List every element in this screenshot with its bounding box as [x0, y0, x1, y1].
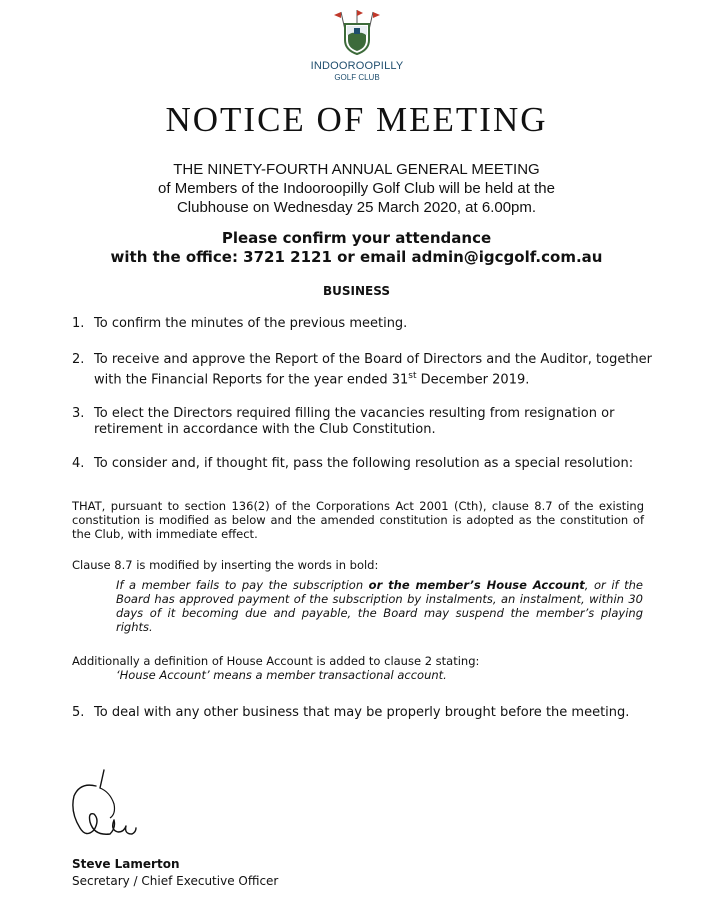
- signature: [70, 768, 150, 847]
- agenda-item: [72, 316, 652, 332]
- resolution-text: THAT, pursuant to section 136(2) of the Corporations Act 2001 (Cth), clause 8.7 of the existing constitution is modified as below and the amended constitution is adopted as the constitution of the Club, with immediate effect.: [72, 499, 644, 541]
- definition-intro: Additionally a definition of House Account is added to clause 2 stating:: [72, 654, 480, 668]
- intro-line: Clubhouse on Wednesday 25 March 2020, at 6.00pm.: [176, 199, 537, 216]
- clause-text-part: If a member fails to pay the subscription: [116, 578, 369, 592]
- club-logo: [300, 8, 414, 82]
- club-crest-icon: [332, 8, 382, 56]
- agenda-item: [72, 406, 652, 438]
- agenda-item: [72, 352, 652, 388]
- item-number: 3.: [72, 406, 85, 421]
- item-number: 5.: [72, 705, 85, 720]
- item-text: To elect the Directors required filling the vacancies resulting from resignation or retirement in accordance with the Club Constitution.: [94, 406, 615, 437]
- item-text-part: To receive and approve the Report of the Board of Directors and the Auditor, together with the Financial Reports for the year ended 31: [94, 352, 652, 388]
- page-title: NOTICE OF MEETING: [165, 100, 548, 139]
- logo-subtitle: GOLF CLUB: [334, 73, 380, 82]
- agenda-item: [72, 456, 652, 472]
- clause-intro: Clause 8.7 is modified by inserting the words in bold:: [72, 558, 379, 572]
- signatory-name: Steve Lamerton: [72, 857, 180, 871]
- item-number: 1.: [72, 316, 85, 331]
- item-number: 4.: [72, 456, 85, 471]
- item-text: To confirm the minutes of the previous meeting.: [94, 316, 408, 331]
- clause-text-part: , or if the Board has approved payment of the subscription by instalments, an instalment, within 30 days of it becoming due and payable, the Board may suspend the member’s playing rights.: [116, 578, 643, 634]
- signatory-title: Secretary / Chief Executive Officer: [72, 874, 279, 888]
- business-heading: BUSINESS: [323, 284, 390, 298]
- clause-text: [116, 578, 643, 634]
- meeting-intro: [60, 160, 653, 217]
- logo-name: INDOOROOPILLY: [310, 60, 404, 72]
- attendance-confirmation: [60, 229, 653, 267]
- item-superscript: st: [408, 371, 417, 381]
- item-text-part: December 2019.: [416, 372, 530, 388]
- signature-image: [70, 768, 150, 843]
- item-text: To deal with any other business that may be properly brought before the meeting.: [94, 705, 630, 720]
- clause-bold-text: or the member’s House Account: [368, 578, 585, 592]
- intro-line: of Members of the Indooroopilly Golf Club will be held at the: [158, 180, 555, 197]
- definition-text: ‘House Account’ means a member transactional account.: [116, 668, 447, 682]
- confirm-line: Please confirm your attendance: [221, 229, 492, 247]
- item-number: 2.: [72, 352, 85, 367]
- agenda-item: [72, 705, 652, 721]
- item-text: [94, 352, 652, 388]
- item-text: To consider and, if thought fit, pass the following resolution as a special resolution:: [94, 456, 634, 471]
- intro-line: THE NINETY-FOURTH ANNUAL GENERAL MEETING: [173, 161, 540, 178]
- confirm-line: with the office: 3721 2121 or email admin@igcgolf.com.au: [110, 248, 603, 266]
